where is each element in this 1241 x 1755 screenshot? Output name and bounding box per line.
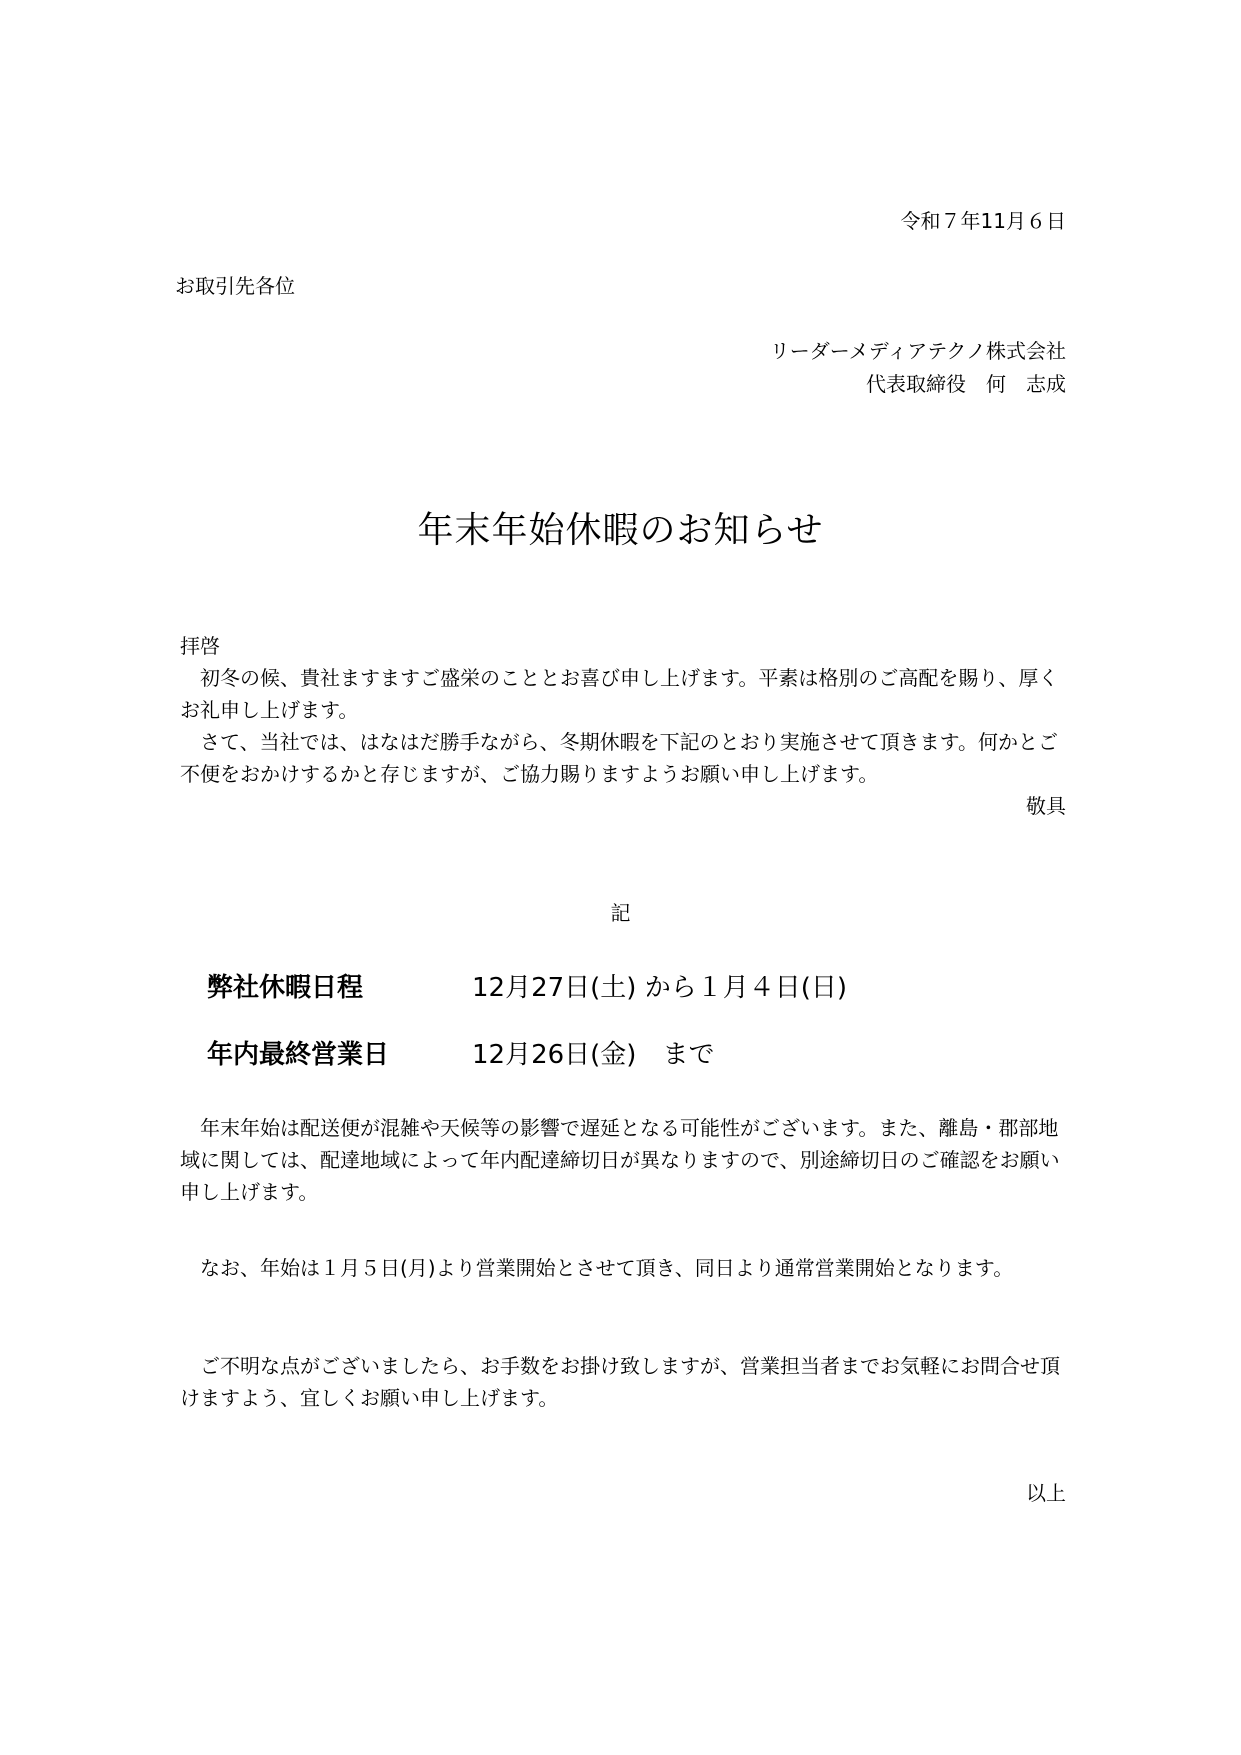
last-day-label: 年内最終営業日 (207, 1040, 390, 1070)
last-day-value: 12月26日(金) まで (472, 1040, 715, 1070)
holiday-label: 弊社休暇日程 (207, 973, 364, 1003)
end-mark: 以上 (1026, 1481, 1066, 1505)
company-name: リーダーメディアテクノ株式会社 (769, 339, 1066, 363)
paragraph-greeting: 初冬の候、貴社ますますご盛栄のこととお喜び申し上げます。平素は格別のご高配を賜り、厚くお礼申し上げます。 (180, 666, 1059, 722)
paragraph-reopen: なお、年始は１月５日(月)より営業開始とさせて頂き、同日より通常営業開始となります。 (200, 1256, 1014, 1280)
paragraph-delivery: 年末年始は配送便が混雑や天候等の影響で遅延となる可能性がございます。また、離島・郡部地域に関しては、配達地域によって年内配達締切日が異なりますので、別途締切日のご確認をお願い申し上げます。 (180, 1116, 1060, 1204)
ki-heading: 記 (610, 901, 631, 925)
holiday-value: 12月27日(土) から１月４日(日) (472, 973, 848, 1003)
salutation: 拝啓 (180, 634, 220, 658)
page-title: 年末年始休暇のお知らせ (417, 510, 824, 551)
closing-keigu: 敬具 (1026, 794, 1066, 818)
recipient: お取引先各位 (175, 274, 295, 298)
paragraph-contact: ご不明な点がございましたら、お手数をお掛け致しますが、営業担当者までお気軽にお問合せ頂けますよう、宜しくお願い申し上げます。 (180, 1354, 1060, 1410)
paragraph-notice: さて、当社では、はなはだ勝手ながら、冬期休暇を下記のとおり実施させて頂きます。何かとご不便をおかけするかと存じますが、ご協力賜りますようお願い申し上げます。 (180, 730, 1058, 786)
representative: 代表取締役 何 志成 (866, 372, 1066, 396)
document-date: 令和７年11月６日 (900, 209, 1066, 233)
